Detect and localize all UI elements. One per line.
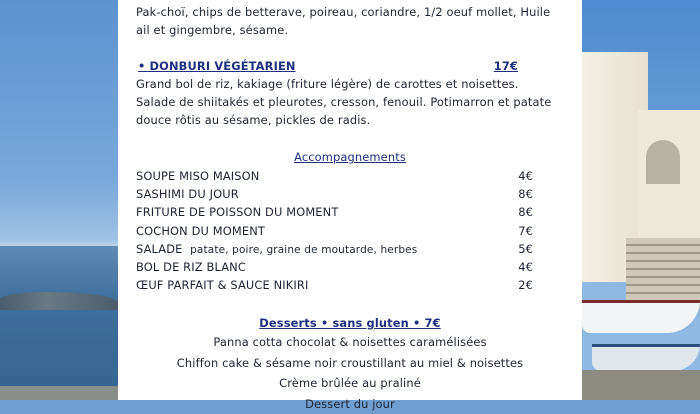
list-item bbox=[136, 222, 533, 240]
item-name: FRITURE DE POISSON DU MOMENT bbox=[136, 203, 338, 221]
item-price: 8€ bbox=[518, 185, 533, 203]
sea bbox=[0, 246, 118, 400]
item-name: ŒUF PARFAIT & SAUCE NIKIRI bbox=[136, 276, 309, 294]
list-item bbox=[136, 240, 533, 258]
list-item: Crème brûlée au praliné bbox=[118, 373, 582, 394]
item-price: 7€ bbox=[518, 222, 533, 240]
boat bbox=[582, 300, 700, 333]
stone-stairs bbox=[626, 238, 700, 308]
item-name: SALADE bbox=[136, 242, 183, 256]
list-item bbox=[136, 167, 533, 185]
item-detail: patate, poire, graine de moutarde, herbes bbox=[190, 244, 417, 256]
dish-price: 17€ bbox=[494, 57, 518, 75]
desserts-list bbox=[118, 332, 582, 414]
list-item bbox=[136, 276, 533, 294]
ground bbox=[582, 370, 700, 400]
previous-dish-description: Pak-choï, chips de betterave, poireau, coriandre, 1/2 oeuf mollet, Huile ail et gingembre, sésame. bbox=[136, 3, 556, 39]
background-photo-right bbox=[582, 0, 700, 400]
list-item: Dessert du jour bbox=[118, 394, 582, 414]
boat bbox=[592, 344, 700, 371]
dish-name: • DONBURI VÉGÉTARIEN bbox=[138, 57, 296, 75]
menu-card bbox=[118, 0, 582, 400]
background-photo-left bbox=[0, 0, 118, 400]
section-title-sides: Accompagnements bbox=[118, 148, 582, 166]
list-item: Chiffon cake & sésame noir croustillant au miel & noisettes bbox=[118, 353, 582, 374]
archway bbox=[646, 140, 680, 184]
item-name: COCHON DU MOMENT bbox=[136, 222, 265, 240]
list-item bbox=[136, 203, 533, 221]
dish-title-donburi bbox=[138, 57, 518, 75]
item-price: 5€ bbox=[518, 240, 533, 258]
sides-list bbox=[136, 167, 533, 294]
item-name: SOUPE MISO MAISON bbox=[136, 167, 259, 185]
rocks bbox=[0, 292, 118, 310]
dish-description: Grand bol de riz, kakiage (friture légère) de carottes et noisettes. Salade de shiitakés et pleurotes, cresson, fenouil. Potimarron et patate douce rôtis au sésame, pickles de radis. bbox=[136, 75, 556, 129]
list-item bbox=[136, 258, 533, 276]
item-name: SASHIMI DU JOUR bbox=[136, 185, 239, 203]
item-price: 8€ bbox=[518, 203, 533, 221]
item-name: BOL DE RIZ BLANC bbox=[136, 258, 246, 276]
list-item bbox=[136, 185, 533, 203]
section-title-desserts: Desserts • sans gluten • 7€ bbox=[118, 314, 582, 332]
item-price: 4€ bbox=[518, 258, 533, 276]
shore bbox=[0, 386, 118, 400]
item-price: 2€ bbox=[518, 276, 533, 294]
list-item: Panna cotta chocolat & noisettes caramélisées bbox=[118, 332, 582, 353]
item-price: 4€ bbox=[518, 167, 533, 185]
